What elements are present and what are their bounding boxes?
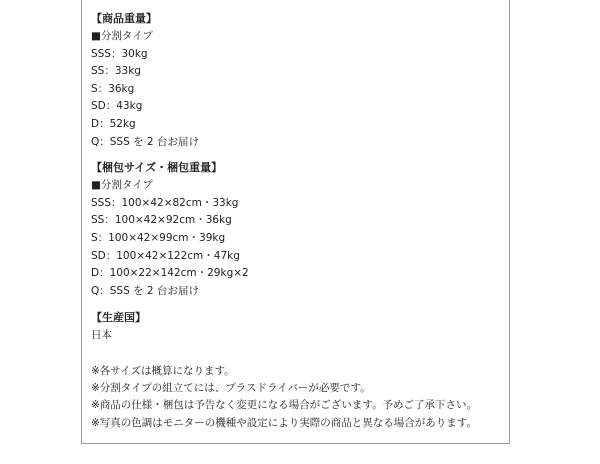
- package-type-label: ■分割タイプ: [91, 179, 153, 192]
- package-d: D：100×22×142cm・29kg×2: [91, 267, 249, 280]
- weight-section-title: 【商品重量】: [91, 12, 157, 25]
- package-sss: SSS：100×42×82cm・33kg: [91, 196, 239, 209]
- weight-type-label: ■分割タイプ: [91, 30, 153, 42]
- package-q: Q：SSS を 2 台お届け: [91, 284, 199, 297]
- product-spec-panel: [81, 0, 510, 444]
- package-s: S：100×42×99cm・39kg: [91, 231, 226, 244]
- origin-section-title: 【生産国】: [91, 311, 146, 325]
- origin-section: [91, 309, 509, 345]
- weight-section: [91, 10, 509, 151]
- weight-ss: SS：33kg: [91, 65, 141, 78]
- weight-sd: SD：43kg: [91, 100, 143, 113]
- weight-s: S：36kg: [91, 82, 135, 95]
- weight-sss: SSS：30kg: [91, 47, 148, 60]
- origin-country: 日本: [91, 329, 112, 342]
- note-item: ※商品の仕様・梱包は予告なく変更になる場合がございます。予めご了承下さい。: [91, 399, 477, 412]
- package-sd: SD：100×42×122cm・47kg: [91, 249, 240, 262]
- package-section: [91, 159, 509, 300]
- package-ss: SS：100×42×92cm・36kg: [91, 214, 232, 227]
- note-item: ※写真の色調はモニターの機種や設定により実際の商品と異なる場合があります。: [91, 416, 477, 429]
- notes-section: [91, 363, 509, 432]
- weight-q: Q：SSS を 2 台お届け: [91, 135, 199, 148]
- package-section-title: 【梱包サイズ・梱包重量】: [91, 161, 223, 175]
- note-item: ※分割タイプの組立てには、プラスドライバーが必要です。: [91, 382, 371, 395]
- weight-d: D：52kg: [91, 117, 136, 130]
- note-item: ※各サイズは概算になります。: [91, 364, 235, 377]
